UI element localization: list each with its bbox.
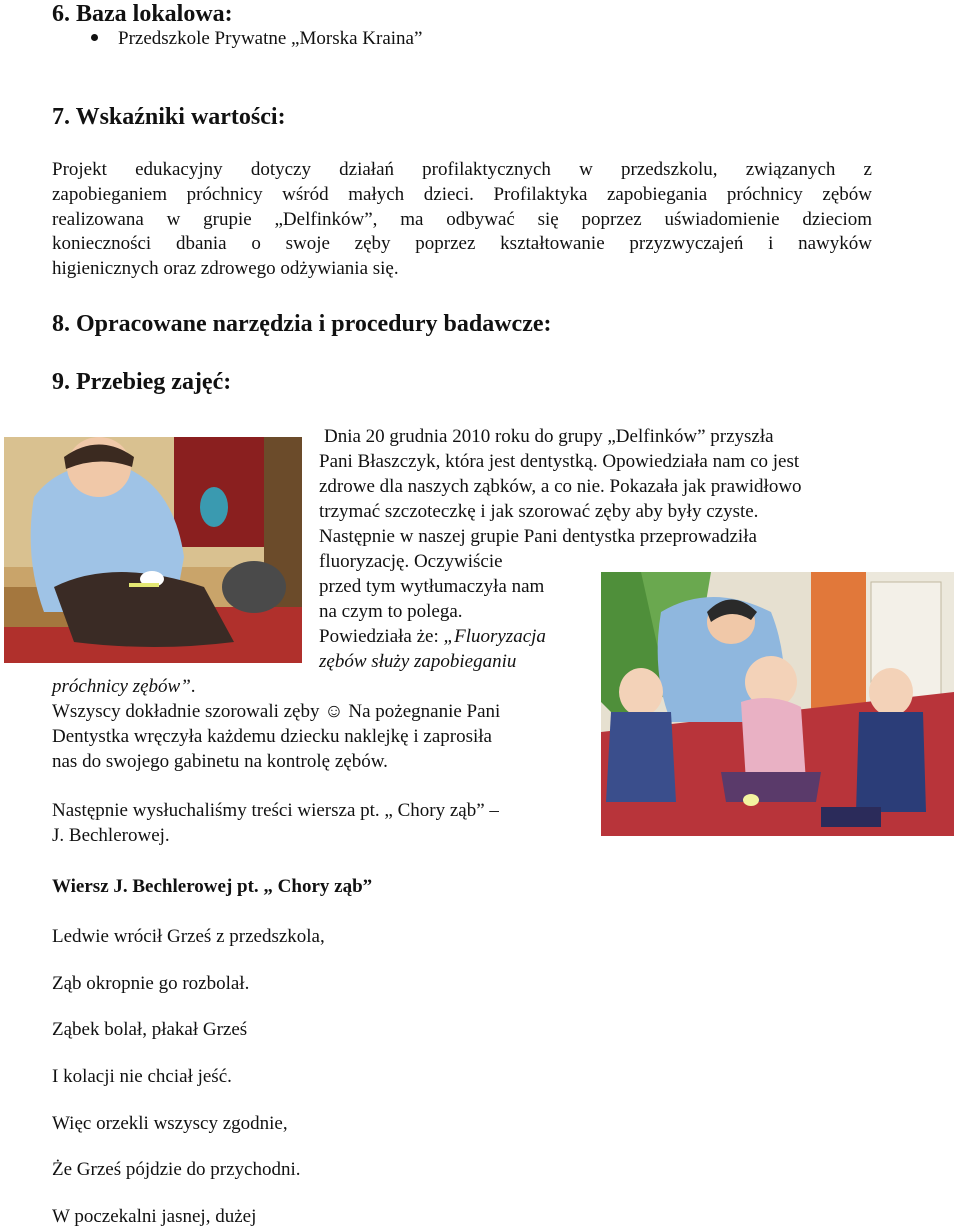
poem-title: Wiersz J. Bechlerowej pt. „ Chory ząb” bbox=[52, 876, 373, 897]
text-line: przed tym wytłumaczyła nam bbox=[319, 576, 545, 597]
bullet-item-location bbox=[91, 28, 422, 50]
paragraph-line: realizowana w grupie „Delfinków”, ma odbywać się poprzez uświadomienie dzieciom bbox=[52, 208, 872, 230]
text-line: nas do swojego gabinetu na kontrolę zębów. bbox=[52, 751, 388, 772]
text-line: Dnia 20 grudnia 2010 roku do grupy „Delfinków” przyszła bbox=[324, 426, 774, 447]
text-line: Dentystka wręczyła każdemu dziecku naklejkę i zaprosiła bbox=[52, 726, 492, 747]
photo-dentist-sitting-drawing bbox=[4, 437, 302, 663]
poem-line: W poczekalni jasnej, dużej bbox=[52, 1206, 257, 1227]
text-line-said bbox=[319, 625, 546, 649]
poem-line: Że Grześ pójdzie do przychodni. bbox=[52, 1159, 301, 1180]
quote-line-end bbox=[52, 675, 196, 699]
poem-line: Ząb okropnie go rozbolał. bbox=[52, 973, 250, 994]
photo-dentist-children bbox=[601, 572, 954, 836]
quote-fluoryzacja: „Fluoryzacja bbox=[443, 626, 546, 647]
paragraph-line: konieczności dbania o swoje zęby poprzez kształtowanie przyzwyczajeń i nawyków bbox=[52, 233, 872, 255]
text-line: fluoryzację. Oczywiście bbox=[319, 551, 503, 572]
quote-period: . bbox=[190, 676, 196, 697]
text-line: J. Bechlerowej. bbox=[52, 825, 170, 846]
heading-narzedzia: 8. Opracowane narzędzia i procedury badawcze: bbox=[52, 311, 552, 337]
heading-baza-lokalowa: 6. Baza lokalowa: bbox=[52, 1, 233, 27]
quote-line: zębów służy zapobieganiu bbox=[319, 651, 517, 672]
text-line: Następnie wysłuchaliśmy treści wiersza pt. „ Chory ząb” – bbox=[52, 800, 499, 821]
paragraph-line: Projekt edukacyjny dotyczy działań profilaktycznych w przedszkolu, związanych z bbox=[52, 159, 872, 180]
text-line: Wszyscy dokładnie szorowali zęby ☺ Na pożegnanie Pani bbox=[52, 701, 501, 722]
text-line: zdrowe dla naszych ząbków, a co nie. Pokazała jak prawidłowo bbox=[319, 476, 802, 497]
quote-prochnicy: próchnicy zębów” bbox=[52, 676, 191, 697]
poem-line: Ząbek bolał, płakał Grześ bbox=[52, 1019, 248, 1040]
paragraph-wskazniki bbox=[52, 158, 872, 282]
said-prefix: Powiedziała że: bbox=[319, 626, 444, 647]
heading-wskazniki-wartosci: 7. Wskaźniki wartości: bbox=[52, 104, 286, 130]
photo-dentist-sitting bbox=[4, 437, 302, 663]
bullet-text: Przedszkole Prywatne „Morska Kraina” bbox=[118, 28, 423, 49]
poem-line: Więc orzekli wszyscy zgodnie, bbox=[52, 1113, 288, 1134]
text-line: trzymać szczoteczkę i jak szorować zęby aby były czyste. bbox=[319, 501, 759, 522]
paragraph-line: zapobieganiem próchnicy wśród małych dzieci. Profilaktyka zapobiegania próchnicy zębów bbox=[52, 183, 872, 205]
paragraph-line: higienicznych oraz zdrowego odżywiania się. bbox=[52, 258, 399, 280]
bullet-icon bbox=[91, 34, 98, 41]
text-line: na czym to polega. bbox=[319, 601, 463, 622]
poem-line: I kolacji nie chciał jeść. bbox=[52, 1066, 232, 1087]
heading-przebieg-zajec: 9. Przebieg zajęć: bbox=[52, 369, 232, 395]
photo-dentist-children-drawing bbox=[601, 572, 954, 836]
poem-line: Ledwie wrócił Grześ z przedszkola, bbox=[52, 926, 325, 947]
text-line: Następnie w naszej grupie Pani dentystka przeprowadziła bbox=[319, 526, 757, 547]
text-line: Pani Błaszczyk, która jest dentystką. Opowiedziała nam co jest bbox=[319, 451, 800, 472]
